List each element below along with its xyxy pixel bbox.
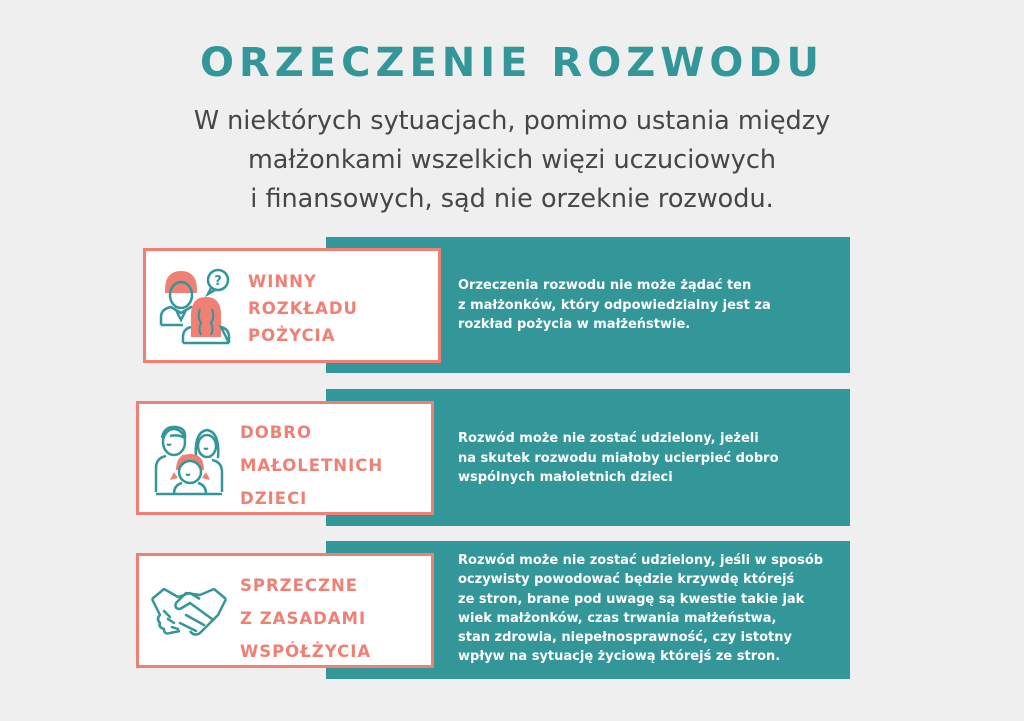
description-line: na skutek rozwodu miałoby ucierpieć dobro <box>458 450 779 466</box>
description-line: wspólnych małoletnich dzieci <box>458 470 673 485</box>
label-line: MAŁOLETNICH <box>240 456 384 475</box>
couple-question-icon <box>155 265 235 345</box>
description-line: Orzeczenia rozwodu nie może żądać ten <box>458 278 752 293</box>
page-title: ORZECZENIE ROZWODU <box>199 40 825 86</box>
card-label-3 <box>240 569 371 668</box>
label-line: SPRZECZNE <box>240 576 359 595</box>
label-line: WINNY <box>248 272 317 291</box>
description-text-1 <box>458 276 771 335</box>
label-line: Z ZASADAMI <box>240 609 367 628</box>
card-label-1 <box>248 268 358 349</box>
description-line: ze stron, brane pod uwagę są kwestie takie jak <box>458 591 805 607</box>
subtitle-line: i finansowych, sąd nie orzeknie rozwodu. <box>250 184 774 214</box>
description-text-2 <box>458 429 779 488</box>
label-line: POŻYCIA <box>248 326 336 345</box>
description-line: Rozwód może nie zostać udzielony, jeżeli <box>458 431 759 446</box>
label-line: DOBRO <box>240 423 313 442</box>
svg-text:?: ? <box>214 274 222 289</box>
handshake-icon <box>150 585 228 637</box>
label-line: DZIECI <box>240 489 308 508</box>
label-line: ROZKŁADU <box>248 299 358 318</box>
description-line: wiek małżonków, czas trwania małżeństwa, <box>458 610 777 626</box>
description-line: Rozwód może nie zostać udzielony, jeśli w sposób <box>458 553 824 568</box>
subtitle-line: W niektórych sytuacjach, pomimo ustania między <box>193 106 831 136</box>
description-line: oczywisty powodować będzie krzywdę którejś <box>458 572 795 588</box>
subtitle-line: małżonkami wszelkich więzi uczuciowych <box>247 145 777 175</box>
family-icon <box>152 422 228 498</box>
description-line: rozkład pożycia w małżeństwie. <box>458 317 691 332</box>
description-line: z małżonków, który odpowiedzialny jest za <box>458 297 771 313</box>
description-line: wpływ na sytuację życiową którejś ze stron. <box>458 649 781 665</box>
description-text-3 <box>458 551 823 667</box>
label-line: WSPÓŁŻYCIA <box>240 642 372 661</box>
subtitle <box>0 102 1024 219</box>
description-line: stan zdrowia, niepełnosprawność, czy istotny <box>458 630 792 646</box>
card-label-2 <box>240 416 383 515</box>
